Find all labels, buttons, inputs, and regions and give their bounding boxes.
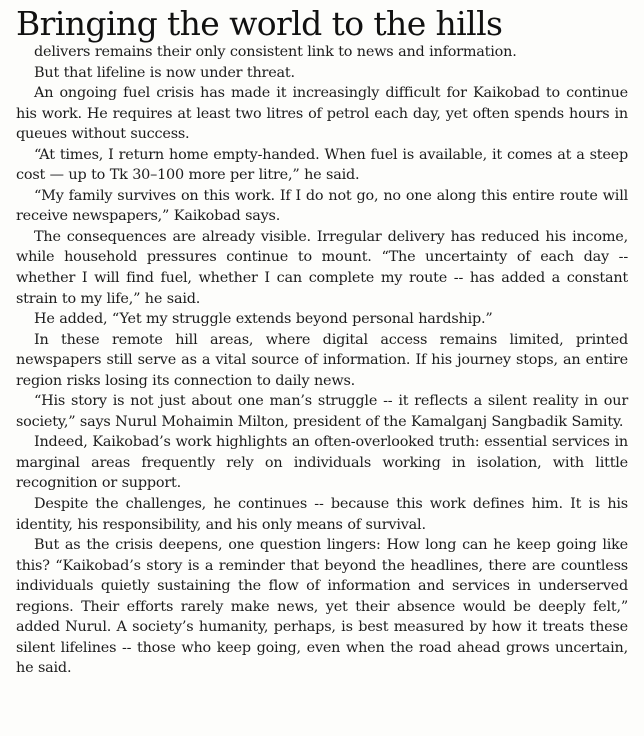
article-paragraph: But that lifeline is now under threat. (34, 64, 295, 81)
article-body (16, 42, 628, 679)
article-paragraph: But as the crisis deepens, one question lingers: How long can he keep going like this? “Kaikobad’s story is a reminder that beyond the headlines, there are countless individuals quietly sustaining the flow of information and services in underserved regions. Their efforts rarely make news, yet their absence would be deeply felt,” added Nurul. A society’s humanity, perhaps, is best measured by how it treats these silent lifelines -- those who keep going, even when the road ahead grows uncertain, he said. (16, 537, 628, 677)
article-paragraph: Despite the challenges, he continues -- because this work defines him. It is his identity, his responsibility, and his only means of survival. (16, 496, 628, 533)
article-paragraph: In these remote hill areas, where digital access remains limited, printed newspapers still serve as a vital source of information. If his journey stops, an entire region risks losing its connection to daily news. (16, 331, 628, 389)
article-paragraph: “His story is not just about one man’s struggle -- it reflects a silent reality in our society,” says Nurul Mohaimin Milton, president of the Kamalganj Sangbadik Samity. (16, 393, 628, 430)
article-paragraph: “My family survives on this work. If I do not go, no one along this entire route will receive newspapers,” Kaikobad says. (16, 187, 628, 225)
article-paragraph: “At times, I return home empty-handed. When fuel is available, it comes at a steep cost — up to Tk 30–100 more per litre,” he said. (16, 146, 628, 184)
article-paragraph: Indeed, Kaikobad’s work highlights an often-overlooked truth: essential services in marginal areas frequently rely on individuals working in isolation, with little recognition or support. (16, 434, 628, 492)
article-paragraph: The consequences are already visible. Irregular delivery has reduced his income, while household pressures continue to mount. “The uncertainty of each day -- whether I will find fuel, whether I can complete my route -- has added a constant strain to my life,” he said. (16, 228, 628, 307)
article-headline: Bringing the world to the hills (16, 4, 503, 43)
article-paragraph: He added, “Yet my struggle extends beyond personal hardship.” (34, 311, 493, 328)
article-paragraph: An ongoing fuel crisis has made it increasingly difficult for Kaikobad to continue his work. He requires at least two litres of petrol each day, yet often spends hours in queues without success. (16, 85, 628, 143)
article-paragraph: delivers remains their only consistent link to news and information. (34, 44, 517, 60)
